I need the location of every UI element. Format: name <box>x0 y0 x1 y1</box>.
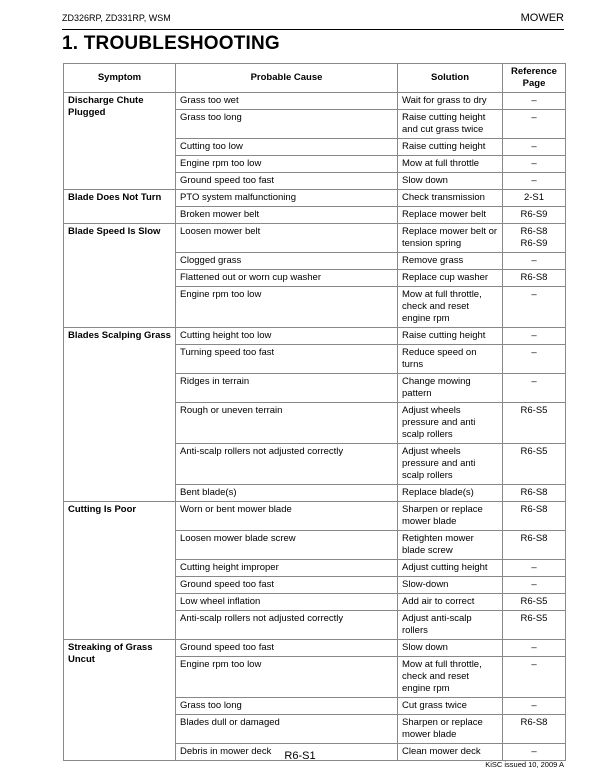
cause-cell: Engine rpm too low <box>176 287 398 328</box>
solution-cell: Mow at full throttle <box>398 156 503 173</box>
reference-cell: R6-S8 <box>503 270 566 287</box>
solution-cell: Check transmission <box>398 190 503 207</box>
table-header-row <box>64 64 566 93</box>
reference-cell: R6-S9 <box>503 207 566 224</box>
cause-cell: Anti-scalp rollers not adjusted correctly <box>176 611 398 640</box>
solution-cell: Remove grass <box>398 253 503 270</box>
reference-cell: – <box>503 93 566 110</box>
cause-cell: Worn or bent mower blade <box>176 502 398 531</box>
solution-cell: Clean mower deck <box>398 744 503 761</box>
reference-cell: R6-S5 <box>503 403 566 444</box>
solution-cell: Adjust wheels pressure and anti scalp rollers <box>398 403 503 444</box>
cause-cell: Cutting height too low <box>176 328 398 345</box>
solution-cell: Retighten mower blade screw <box>398 531 503 560</box>
reference-cell: – <box>503 640 566 657</box>
table-row <box>64 93 566 110</box>
reference-cell: – <box>503 139 566 156</box>
reference-cell: – <box>503 328 566 345</box>
solution-cell: Slow down <box>398 640 503 657</box>
cause-cell: Cutting height improper <box>176 560 398 577</box>
solution-cell: Adjust wheels pressure and anti scalp rollers <box>398 444 503 485</box>
reference-cell: – <box>503 577 566 594</box>
reference-cell: R6-S8 <box>503 531 566 560</box>
solution-cell: Sharpen or replace mower blade <box>398 502 503 531</box>
reference-cell: – <box>503 173 566 190</box>
symptom-cell: Streaking of Grass Uncut <box>64 640 176 761</box>
header-models: ZD326RP, ZD331RP, WSM <box>62 13 171 23</box>
cause-cell: Broken mower belt <box>176 207 398 224</box>
cause-cell: Ground speed too fast <box>176 577 398 594</box>
cause-cell: Debris in mower deck <box>176 744 398 761</box>
cause-cell: Anti-scalp rollers not adjusted correctly <box>176 444 398 485</box>
reference-cell: – <box>503 110 566 139</box>
cause-cell: Grass too long <box>176 110 398 139</box>
reference-cell: – <box>503 253 566 270</box>
cause-cell: PTO system malfunctioning <box>176 190 398 207</box>
page-number: R6-S1 <box>284 750 316 762</box>
reference-cell: – <box>503 156 566 173</box>
cause-cell: Flattened out or worn cup washer <box>176 270 398 287</box>
reference-cell: – <box>503 560 566 577</box>
solution-cell: Replace blade(s) <box>398 485 503 502</box>
table-row <box>64 190 566 207</box>
cause-cell: Bent blade(s) <box>176 485 398 502</box>
reference-cell: – <box>503 287 566 328</box>
page-title: 1. TROUBLESHOOTING <box>62 33 280 54</box>
table-row <box>64 328 566 345</box>
solution-cell: Replace mower belt <box>398 207 503 224</box>
reference-cell: R6-S8 <box>503 502 566 531</box>
cause-cell: Ridges in terrain <box>176 374 398 403</box>
cause-cell: Ground speed too fast <box>176 640 398 657</box>
reference-cell: R6-S5 <box>503 444 566 485</box>
solution-cell: Raise cutting height <box>398 139 503 156</box>
header-solution: Solution <box>398 64 503 93</box>
solution-cell: Slow-down <box>398 577 503 594</box>
reference-cell: R6-S8 <box>503 715 566 744</box>
solution-cell: Replace cup washer <box>398 270 503 287</box>
solution-cell: Wait for grass to dry <box>398 93 503 110</box>
cause-cell: Engine rpm too low <box>176 156 398 173</box>
symptom-cell: Blade Does Not Turn <box>64 190 176 224</box>
header-section: MOWER <box>520 12 564 24</box>
header-reference: Reference Page <box>503 64 566 93</box>
solution-cell: Raise cutting height and cut grass twice <box>398 110 503 139</box>
reference-cell: R6-S8 <box>503 485 566 502</box>
reference-cell: R6-S5 <box>503 594 566 611</box>
table-row <box>64 224 566 253</box>
solution-cell: Replace mower belt or tension spring <box>398 224 503 253</box>
cause-cell: Grass too long <box>176 698 398 715</box>
symptom-cell: Cutting Is Poor <box>64 502 176 640</box>
solution-cell: Raise cutting height <box>398 328 503 345</box>
solution-cell: Reduce speed on turns <box>398 345 503 374</box>
solution-cell: Sharpen or replace mower blade <box>398 715 503 744</box>
table-row <box>64 640 566 657</box>
reference-cell: R6-S5 <box>503 611 566 640</box>
cause-cell: Engine rpm too low <box>176 657 398 698</box>
solution-cell: Change mowing pattern <box>398 374 503 403</box>
solution-cell: Mow at full throttle, check and reset engine rpm <box>398 657 503 698</box>
cause-cell: Grass too wet <box>176 93 398 110</box>
table-body <box>64 93 566 761</box>
solution-cell: Mow at full throttle, check and reset engine rpm <box>398 287 503 328</box>
reference-cell: 2-S1 <box>503 190 566 207</box>
cause-cell: Loosen mower blade screw <box>176 531 398 560</box>
solution-cell: Slow down <box>398 173 503 190</box>
cause-cell: Turning speed too fast <box>176 345 398 374</box>
table-row <box>64 502 566 531</box>
reference-cell: – <box>503 374 566 403</box>
cause-cell: Clogged grass <box>176 253 398 270</box>
issue-note: KiSC issued 10, 2009 A <box>485 760 564 769</box>
solution-cell: Adjust cutting height <box>398 560 503 577</box>
cause-cell: Low wheel inflation <box>176 594 398 611</box>
solution-cell: Cut grass twice <box>398 698 503 715</box>
header-symptom: Symptom <box>64 64 176 93</box>
reference-cell: – <box>503 744 566 761</box>
reference-cell: – <box>503 698 566 715</box>
symptom-cell: Blades Scalping Grass <box>64 328 176 502</box>
reference-cell: – <box>503 657 566 698</box>
reference-cell: – <box>503 345 566 374</box>
cause-cell: Cutting too low <box>176 139 398 156</box>
cause-cell: Loosen mower belt <box>176 224 398 253</box>
troubleshooting-table <box>63 63 566 761</box>
solution-cell: Add air to correct <box>398 594 503 611</box>
header-divider <box>62 29 564 30</box>
symptom-cell: Blade Speed Is Slow <box>64 224 176 328</box>
symptom-cell: Discharge Chute Plugged <box>64 93 176 190</box>
solution-cell: Adjust anti-scalp rollers <box>398 611 503 640</box>
cause-cell: Blades dull or damaged <box>176 715 398 744</box>
reference-cell: R6-S8 R6-S9 <box>503 224 566 253</box>
cause-cell: Ground speed too fast <box>176 173 398 190</box>
header-cause: Probable Cause <box>176 64 398 93</box>
cause-cell: Rough or uneven terrain <box>176 403 398 444</box>
